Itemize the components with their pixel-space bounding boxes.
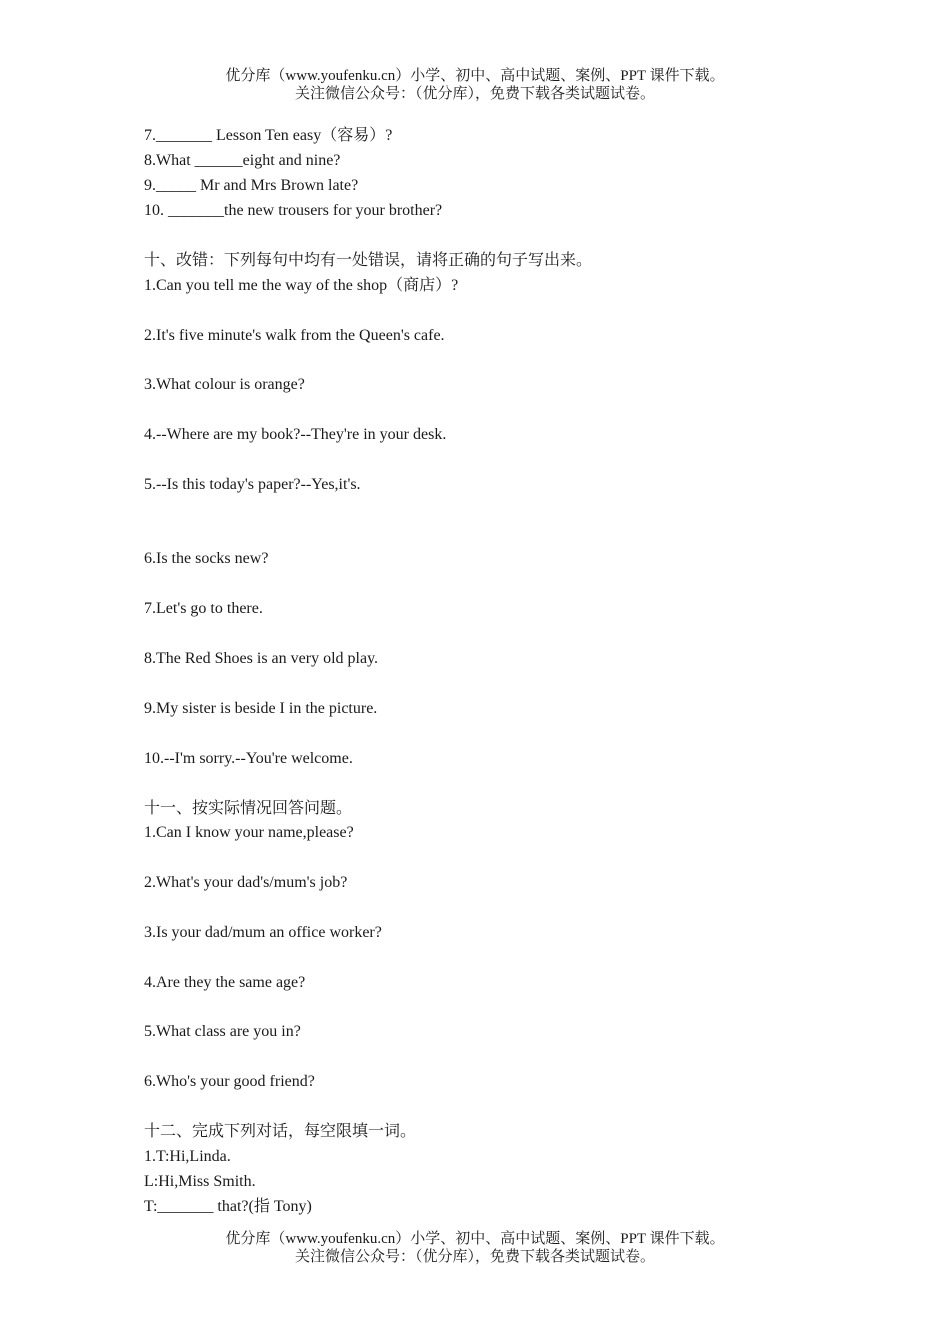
section-12-dialogue-line-1: 1.T:Hi,Linda. [144, 1148, 231, 1165]
exercise-9-item-7: 7._______ Lesson Ten easy（容易）? [144, 127, 393, 144]
footer-line-2: 关注微信公众号：（优分库），免费下载各类试题试卷。 [294, 1249, 655, 1265]
section-10-heading: 十、改错：下列每句中均有一处错误，请将正确的句子写出来。 [144, 252, 593, 269]
section-10-item-10: 10.--I'm sorry.--You're welcome. [144, 750, 353, 767]
section-11-item-4: 4.Are they the same age? [144, 974, 306, 991]
header-line-2: 关注微信公众号：（优分库），免费下载各类试题试卷。 [294, 86, 655, 102]
section-12-dialogue-line-2: L:Hi,Miss Smith. [144, 1173, 256, 1190]
section-10-item-4: 4.--Where are my book?--They're in your desk. [144, 426, 447, 443]
section-10-item-9: 9.My sister is beside I in the picture. [144, 700, 378, 717]
section-12-heading: 十二、完成下列对话，每空限填一词。 [144, 1123, 417, 1140]
section-11-item-6: 6.Who's your good friend? [144, 1073, 315, 1090]
section-11-heading: 十一、按实际情况回答问题。 [144, 800, 353, 817]
exercise-9-item-9: 9._____ Mr and Mrs Brown late? [144, 177, 359, 194]
section-10-item-1: 1.Can you tell me the way of the shop（商店）? [144, 277, 459, 294]
section-11-item-2: 2.What's your dad's/mum's job? [144, 874, 348, 891]
section-11-item-3: 3.Is your dad/mum an office worker? [144, 924, 382, 941]
exercise-9-item-10: 10. _______the new trousers for your brother? [144, 202, 443, 219]
footer-line-1: 优分库（www.youfenku.cn）小学、初中、高中试题、案例、PPT 课件下载。 [225, 1231, 725, 1247]
exercise-9-item-8: 8.What ______eight and nine? [144, 152, 341, 169]
header-line-1: 优分库（www.youfenku.cn）小学、初中、高中试题、案例、PPT 课件下载。 [225, 68, 725, 84]
section-10-item-7: 7.Let's go to there. [144, 600, 263, 617]
section-12-dialogue-line-3: T:_______ that?(指 Tony) [144, 1198, 312, 1215]
section-10-item-2: 2.It's five minute's walk from the Queen's cafe. [144, 327, 445, 344]
section-10-item-8: 8.The Red Shoes is an very old play. [144, 650, 379, 667]
section-10-item-5: 5.--Is this today's paper?--Yes,it's. [144, 476, 361, 493]
page-header [0, 67, 950, 103]
section-10-item-3: 3.What colour is orange? [144, 376, 305, 393]
section-11-item-5: 5.What class are you in? [144, 1023, 301, 1040]
page-footer [0, 1230, 950, 1266]
section-11-item-1: 1.Can I know your name,please? [144, 824, 354, 841]
section-10-item-6: 6.Is the socks new? [144, 550, 269, 567]
